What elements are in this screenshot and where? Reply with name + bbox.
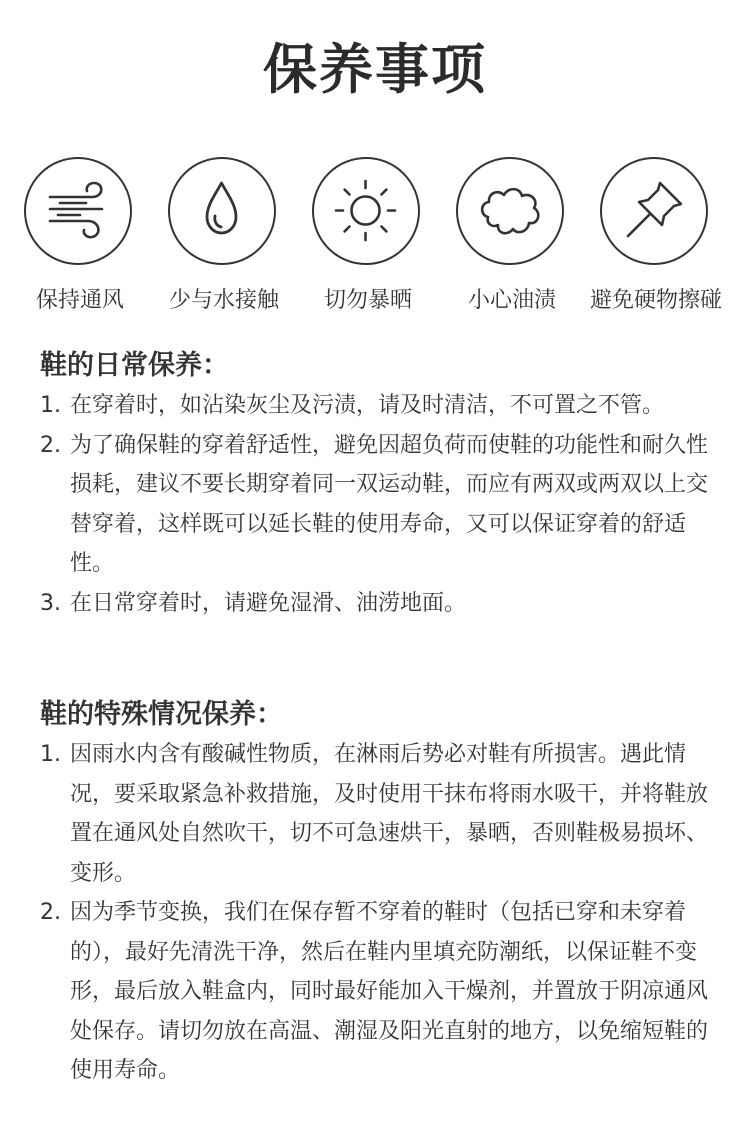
item-text: 因为季节变换，我们在保存暂不穿着的鞋时（包括已穿和未穿着的），最好先清洗干净，然后在鞋内里填充防潮纸，以保证鞋不变形，最后放入鞋盒内，同时最好能加入干燥剂，并置放于阴凉通风处保存。请切勿放在高温、潮湿及阳光直射的地方，以免缩短鞋的使用寿命。	[70, 900, 709, 1083]
sun-icon	[314, 159, 417, 262]
list-item	[40, 584, 720, 624]
icon-circle	[24, 157, 132, 265]
icon-label: 切勿暴晒	[323, 288, 412, 313]
daily-care-section	[40, 346, 720, 623]
list-item	[40, 426, 720, 584]
care-icon-pin	[581, 157, 731, 327]
icon-label: 少与水接触	[168, 288, 279, 313]
care-icon-oil	[437, 157, 587, 327]
list-item	[40, 893, 720, 1091]
icon-circle	[168, 157, 276, 265]
list-item	[40, 735, 720, 893]
item-text: 在日常穿着时，请避免湿滑、油涝地面。	[70, 590, 467, 616]
water-drop-icon	[170, 159, 273, 262]
oil-stain-icon	[458, 159, 561, 262]
item-number: 1.	[40, 393, 61, 418]
icon-label: 小心油渍	[467, 288, 556, 313]
list-item	[40, 386, 720, 426]
item-number: 2.	[40, 900, 61, 925]
section-title: 鞋的特殊情况保养：	[40, 699, 283, 730]
care-icons-row	[0, 157, 750, 327]
icon-label: 保持通风	[35, 288, 124, 313]
item-number: 2.	[40, 432, 61, 458]
item-text: 为了确保鞋的穿着舒适性，避免因超负荷而使鞋的功能性和耐久性损耗，建议不要长期穿着同一双运动鞋，而应有两双或两双以上交替穿着，这样既可以延长鞋的使用寿命，又可以保证穿着的舒适性。	[70, 432, 709, 576]
care-icon-sun	[293, 157, 443, 327]
section-title: 鞋的日常保养：	[40, 350, 229, 381]
page-title: 保养事项	[263, 38, 487, 101]
pin-icon	[602, 159, 705, 262]
special-care-section	[40, 695, 720, 1091]
icon-circle	[456, 157, 564, 265]
icon-circle	[312, 157, 420, 265]
care-icon-water	[149, 157, 299, 327]
item-number: 1.	[40, 742, 61, 767]
care-icon-ventilation	[5, 157, 155, 327]
icon-circle	[600, 157, 708, 265]
item-text: 在穿着时，如沾染灰尘及污渍，请及时清洁，不可置之不管。	[70, 393, 665, 418]
item-text: 因雨水内含有酸碱性物质，在淋雨后势必对鞋有所损害。遇此情况，要采取紧急补救措施，及时使用干抹布将雨水吸干，并将鞋放置在通风处自然吹干，切不可急速烘干，暴晒，否则鞋极易损坏、变形。	[70, 742, 709, 886]
icon-label: 避免硬物擦碰	[589, 288, 722, 313]
wind-icon	[26, 159, 129, 262]
item-number: 3.	[40, 590, 61, 616]
